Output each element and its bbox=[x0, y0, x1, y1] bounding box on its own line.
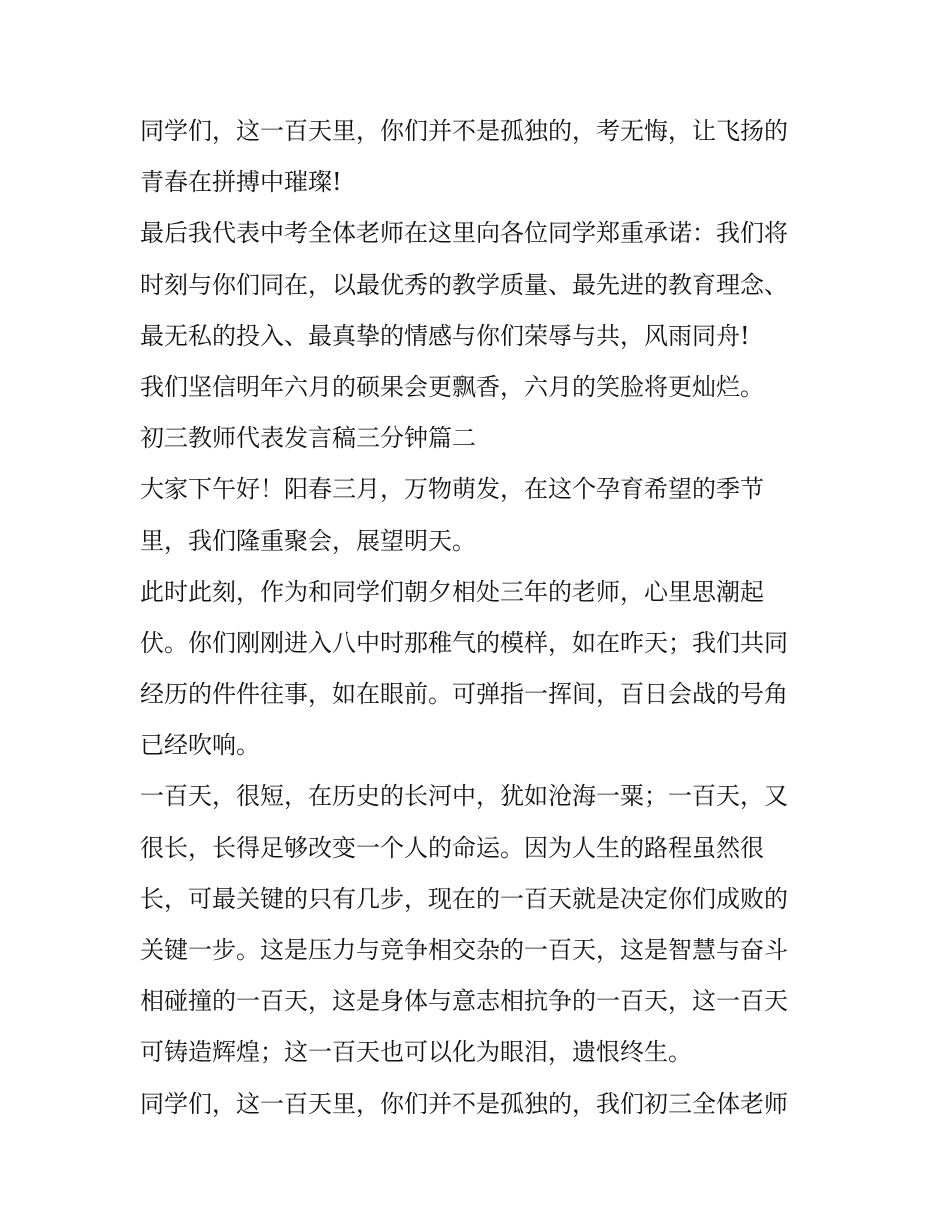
document-body bbox=[140, 106, 820, 1130]
text-line: 长，可最关键的只有几步，现在的一百天就是决定你们成败的 bbox=[140, 884, 788, 913]
text-line: 可铸造辉煌；这一百天也可以化为眼泪，遗恨终生。 bbox=[140, 1038, 692, 1067]
text-line: 同学们，这一百天里，你们并不是孤独的，我们初三全体老师 bbox=[140, 1089, 788, 1118]
text-line: 青春在拼搏中璀璨! bbox=[140, 168, 342, 197]
text-line: 同学们，这一百天里，你们并不是孤独的，考无悔，让飞扬的 bbox=[140, 117, 788, 145]
text-line: 已经吹响。 bbox=[140, 731, 260, 760]
text-line: 关键一步。这是压力与竞争相交杂的一百天，这是智慧与奋斗 bbox=[140, 936, 788, 964]
text-line: 大家下午好！阳春三月，万物萌发，在这个孕育希望的季节 bbox=[140, 475, 764, 504]
text-line: 最无私的投入、最真挚的情感与你们荣辱与共，风雨同舟! bbox=[140, 321, 750, 350]
text-line: 此时此刻，作为和同学们朝夕相处三年的老师，心里思潮起 bbox=[140, 577, 764, 606]
text-line: 经历的件件往事，如在眼前。可弹指一挥间，百日会战的号角 bbox=[140, 680, 788, 709]
text-line: 里，我们隆重聚会，展望明天。 bbox=[140, 526, 476, 555]
text-line: 我们坚信明年六月的硕果会更飘香，六月的笑脸将更灿烂。 bbox=[140, 372, 764, 401]
text-line: 伏。你们刚刚进入八中时那稚气的模样，如在昨天；我们共同 bbox=[140, 628, 788, 657]
text-line: 一百天，很短，在历史的长河中，犹如沧海一粟；一百天，又 bbox=[140, 782, 788, 811]
section-heading: 初三教师代表发言稿三分钟篇二 bbox=[140, 424, 476, 453]
text-line: 最后我代表中考全体老师在这里向各位同学郑重承诺：我们将 bbox=[140, 219, 788, 248]
text-line: 很长，长得足够改变一个人的命运。因为人生的路程虽然很 bbox=[140, 833, 764, 862]
text-line: 时刻与你们同在，以最优秀的教学质量、最先进的教育理念、 bbox=[140, 270, 788, 299]
text-line: 相碰撞的一百天，这是身体与意志相抗争的一百天，这一百天 bbox=[140, 987, 788, 1016]
